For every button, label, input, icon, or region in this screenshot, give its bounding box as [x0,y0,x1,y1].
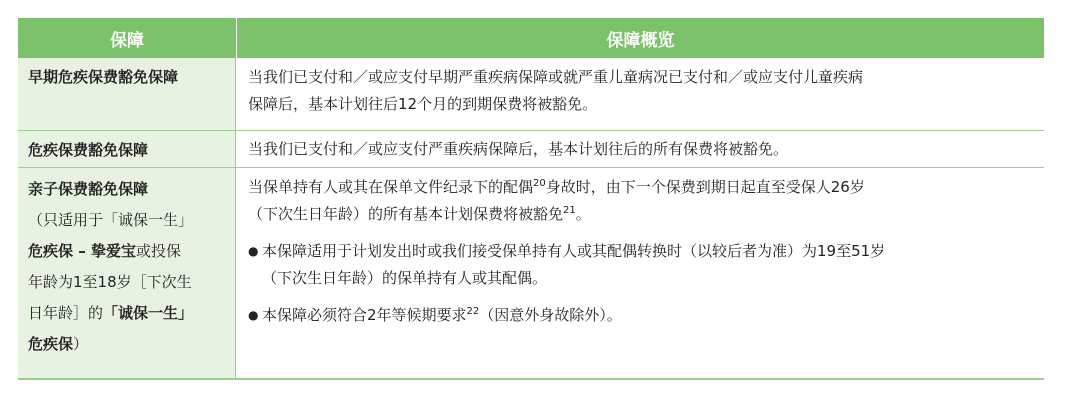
benefit-note-text: 或投保 [135,242,181,260]
benefit-note-line [28,298,235,329]
description-line: 当我们已支付和／或应支付早期严重疾病保障或就严重儿童病况已支付和／或应支付儿童疾病 [248,68,864,86]
footnote-ref: 21 [563,205,576,216]
bullet-line: （下次生日年龄）的保单持有人或其配偶。 [262,269,548,287]
benefit-note-line [28,236,235,267]
benefit-description [236,168,1044,378]
description-text: （下次生日年龄）的所有基本计划保费将被豁免 [248,205,564,223]
benefit-note-line [28,329,235,360]
benefit-note-text: 日年龄］的 [28,304,104,322]
benefit-note-line: （只适用于「诚保一生」 [28,211,194,229]
bullet-item [248,302,1044,329]
benefit-note-product: 危疾保 [28,335,74,353]
footnote-ref: 20 [533,178,546,189]
bullet-line: （因意外身故除外）。 [479,306,622,324]
benefit-note-line: 年龄为1至18岁［下次生 [28,273,192,291]
footnote-ref: 22 [466,306,480,317]
benefit-description: 当我们已支付和／或应支付严重疾病保障后，基本计划往后的所有保费将被豁免。 [248,139,789,158]
bullet-line: 本保障适用于计划发出时或我们接受保单持有人或其配偶转换时（以较后者为准）为19至51岁 [262,242,886,260]
bullet-icon: ● [248,308,259,322]
description-line [248,174,1044,201]
benefit-note-text: ） [73,335,89,353]
benefit-name: 亲子保费豁免保障 [28,180,149,198]
benefits-table [18,18,1044,380]
bullet-item [248,238,1044,292]
table-row [18,168,1044,380]
table-row [18,131,1044,168]
description-line: 保障后，基本计划往后12个月的到期保费将被豁免。 [248,95,598,113]
header-overview: 保障概览 [606,30,675,51]
benefit-name: 早期危疾保费豁免保障 [18,58,236,130]
description-text: 身故时，由下一个保费到期日起直至受保人26岁 [545,178,865,196]
header-benefit: 保障 [18,18,237,58]
table-row [18,58,1044,131]
bullet-text [262,238,1044,292]
description-line [248,201,1044,228]
description-text: 。 [575,205,591,223]
benefit-name-cell [18,168,236,378]
bullet-text [262,302,1044,329]
benefit-description [236,58,1044,130]
bullet-line: 本保障必须符合2年等候期要求 [262,306,467,324]
description-text: 当保单持有人或其在保单文件纪录下的配偶 [248,178,534,196]
bullet-icon: ● [248,244,259,258]
table-header [18,18,1044,58]
benefit-note-product: 危疾保 – 挚爱宝 [28,242,136,260]
benefit-name: 危疾保费豁免保障 [18,131,236,167]
benefit-note-product: 「诚保一生」 [103,304,194,322]
